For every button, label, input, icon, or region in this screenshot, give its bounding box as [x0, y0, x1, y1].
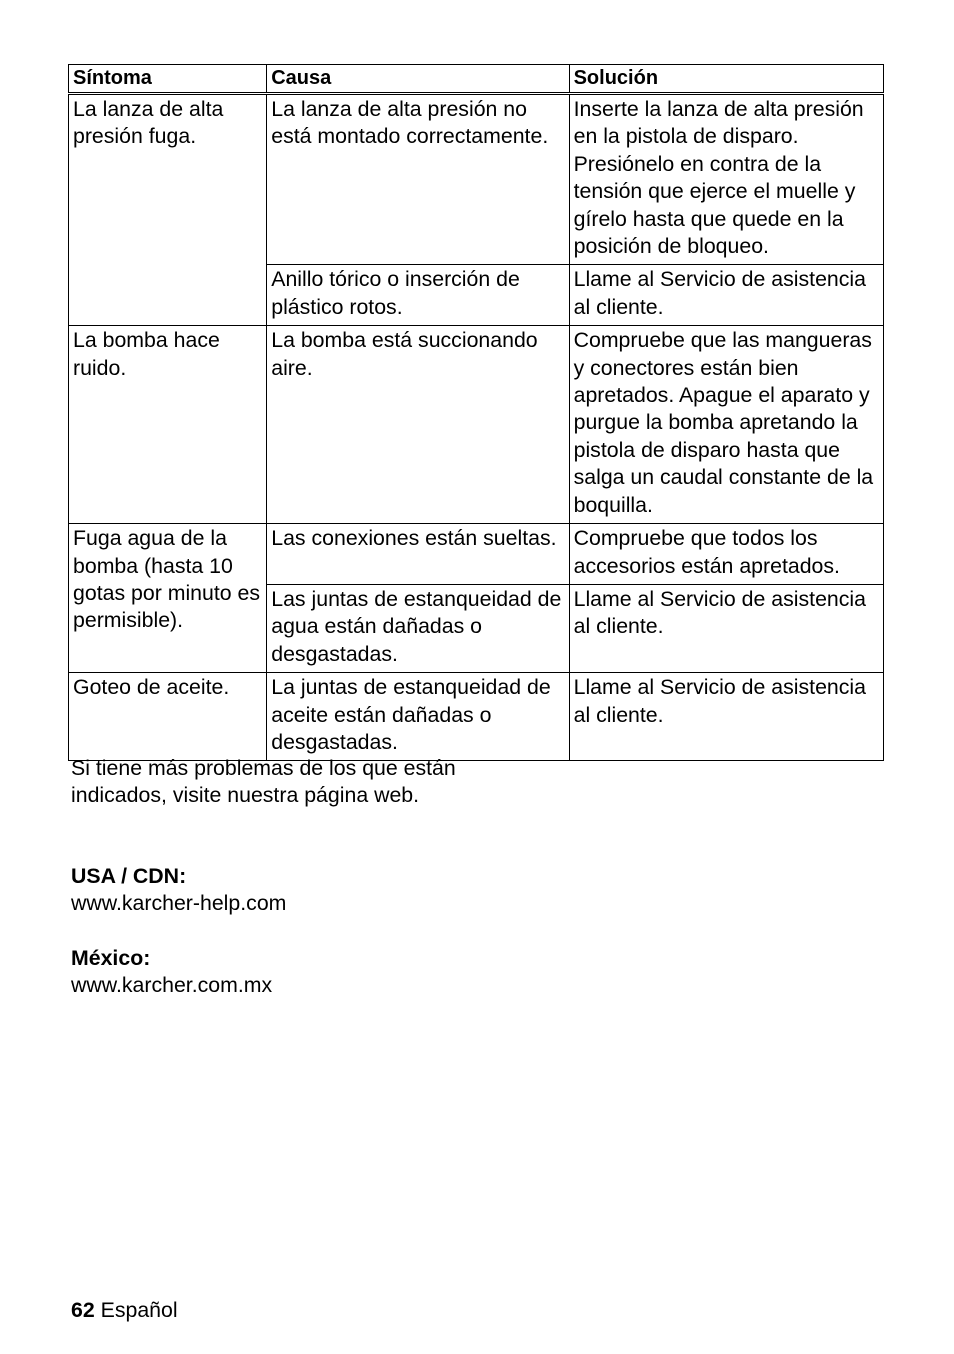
usa-cdn-label: USA / CDN: — [71, 864, 187, 888]
mexico-label: México: — [71, 946, 151, 970]
solution-cell: Llame al Servicio de asistencia al cliente. — [569, 265, 883, 326]
header-solution: Solución — [569, 65, 883, 94]
cause-cell: Las conexiones están sueltas. — [267, 524, 569, 585]
table-header-row — [69, 65, 884, 94]
solution-cell: Compruebe que las mangueras y conectores están bien apretados. Apague el aparato y purgue la bomba apretando la pistola de disparo hasta que salga un caudal constante de la boquilla. — [569, 326, 883, 524]
symptom-cell: Fuga agua de la bomba (hasta 10 gotas por minuto es permisible). — [69, 524, 267, 673]
header-cause: Causa — [267, 65, 569, 94]
mexico-website-link[interactable]: www.karcher.com.mx — [71, 973, 273, 997]
solution-cell: Inserte la lanza de alta presión en la pistola de disparo. Presiónelo en contra de la tensión que ejerce el muelle y gírelo hasta que quede en la posición de bloqueo. — [569, 94, 883, 265]
usa-cdn-website-link[interactable]: www.karcher-help.com — [71, 891, 287, 915]
additional-help-note: Si tiene más problemas de los que están indicados, visite nuestra página web. — [71, 756, 456, 808]
cause-cell: La juntas de estanqueidad de aceite están dañadas o desgastadas. — [267, 673, 569, 761]
page-footer — [71, 1297, 178, 1324]
troubleshooting-table — [68, 64, 884, 761]
cause-cell: Anillo tórico o inserción de plástico rotos. — [267, 265, 569, 326]
table-row — [69, 524, 884, 585]
table-row — [69, 673, 884, 761]
solution-cell: Compruebe que todos los accesorios están apretados. — [569, 524, 883, 585]
symptom-cell: Goteo de aceite. — [69, 673, 267, 761]
symptom-cell: La bomba hace ruido. — [69, 326, 267, 524]
table-row — [69, 326, 884, 524]
page-language: Español — [100, 1298, 178, 1322]
solution-cell: Llame al Servicio de asistencia al cliente. — [569, 673, 883, 761]
cause-cell: La bomba está succionando aire. — [267, 326, 569, 524]
symptom-cell: La lanza de alta presión fuga. — [69, 94, 267, 326]
solution-cell: Llame al Servicio de asistencia al cliente. — [569, 584, 883, 672]
page-number: 62 — [71, 1298, 95, 1322]
cause-cell: La lanza de alta presión no está montado correctamente. — [267, 94, 569, 265]
header-symptom: Síntoma — [69, 65, 267, 94]
table-row — [69, 94, 884, 265]
cause-cell: Las juntas de estanqueidad de agua están dañadas o desgastadas. — [267, 584, 569, 672]
